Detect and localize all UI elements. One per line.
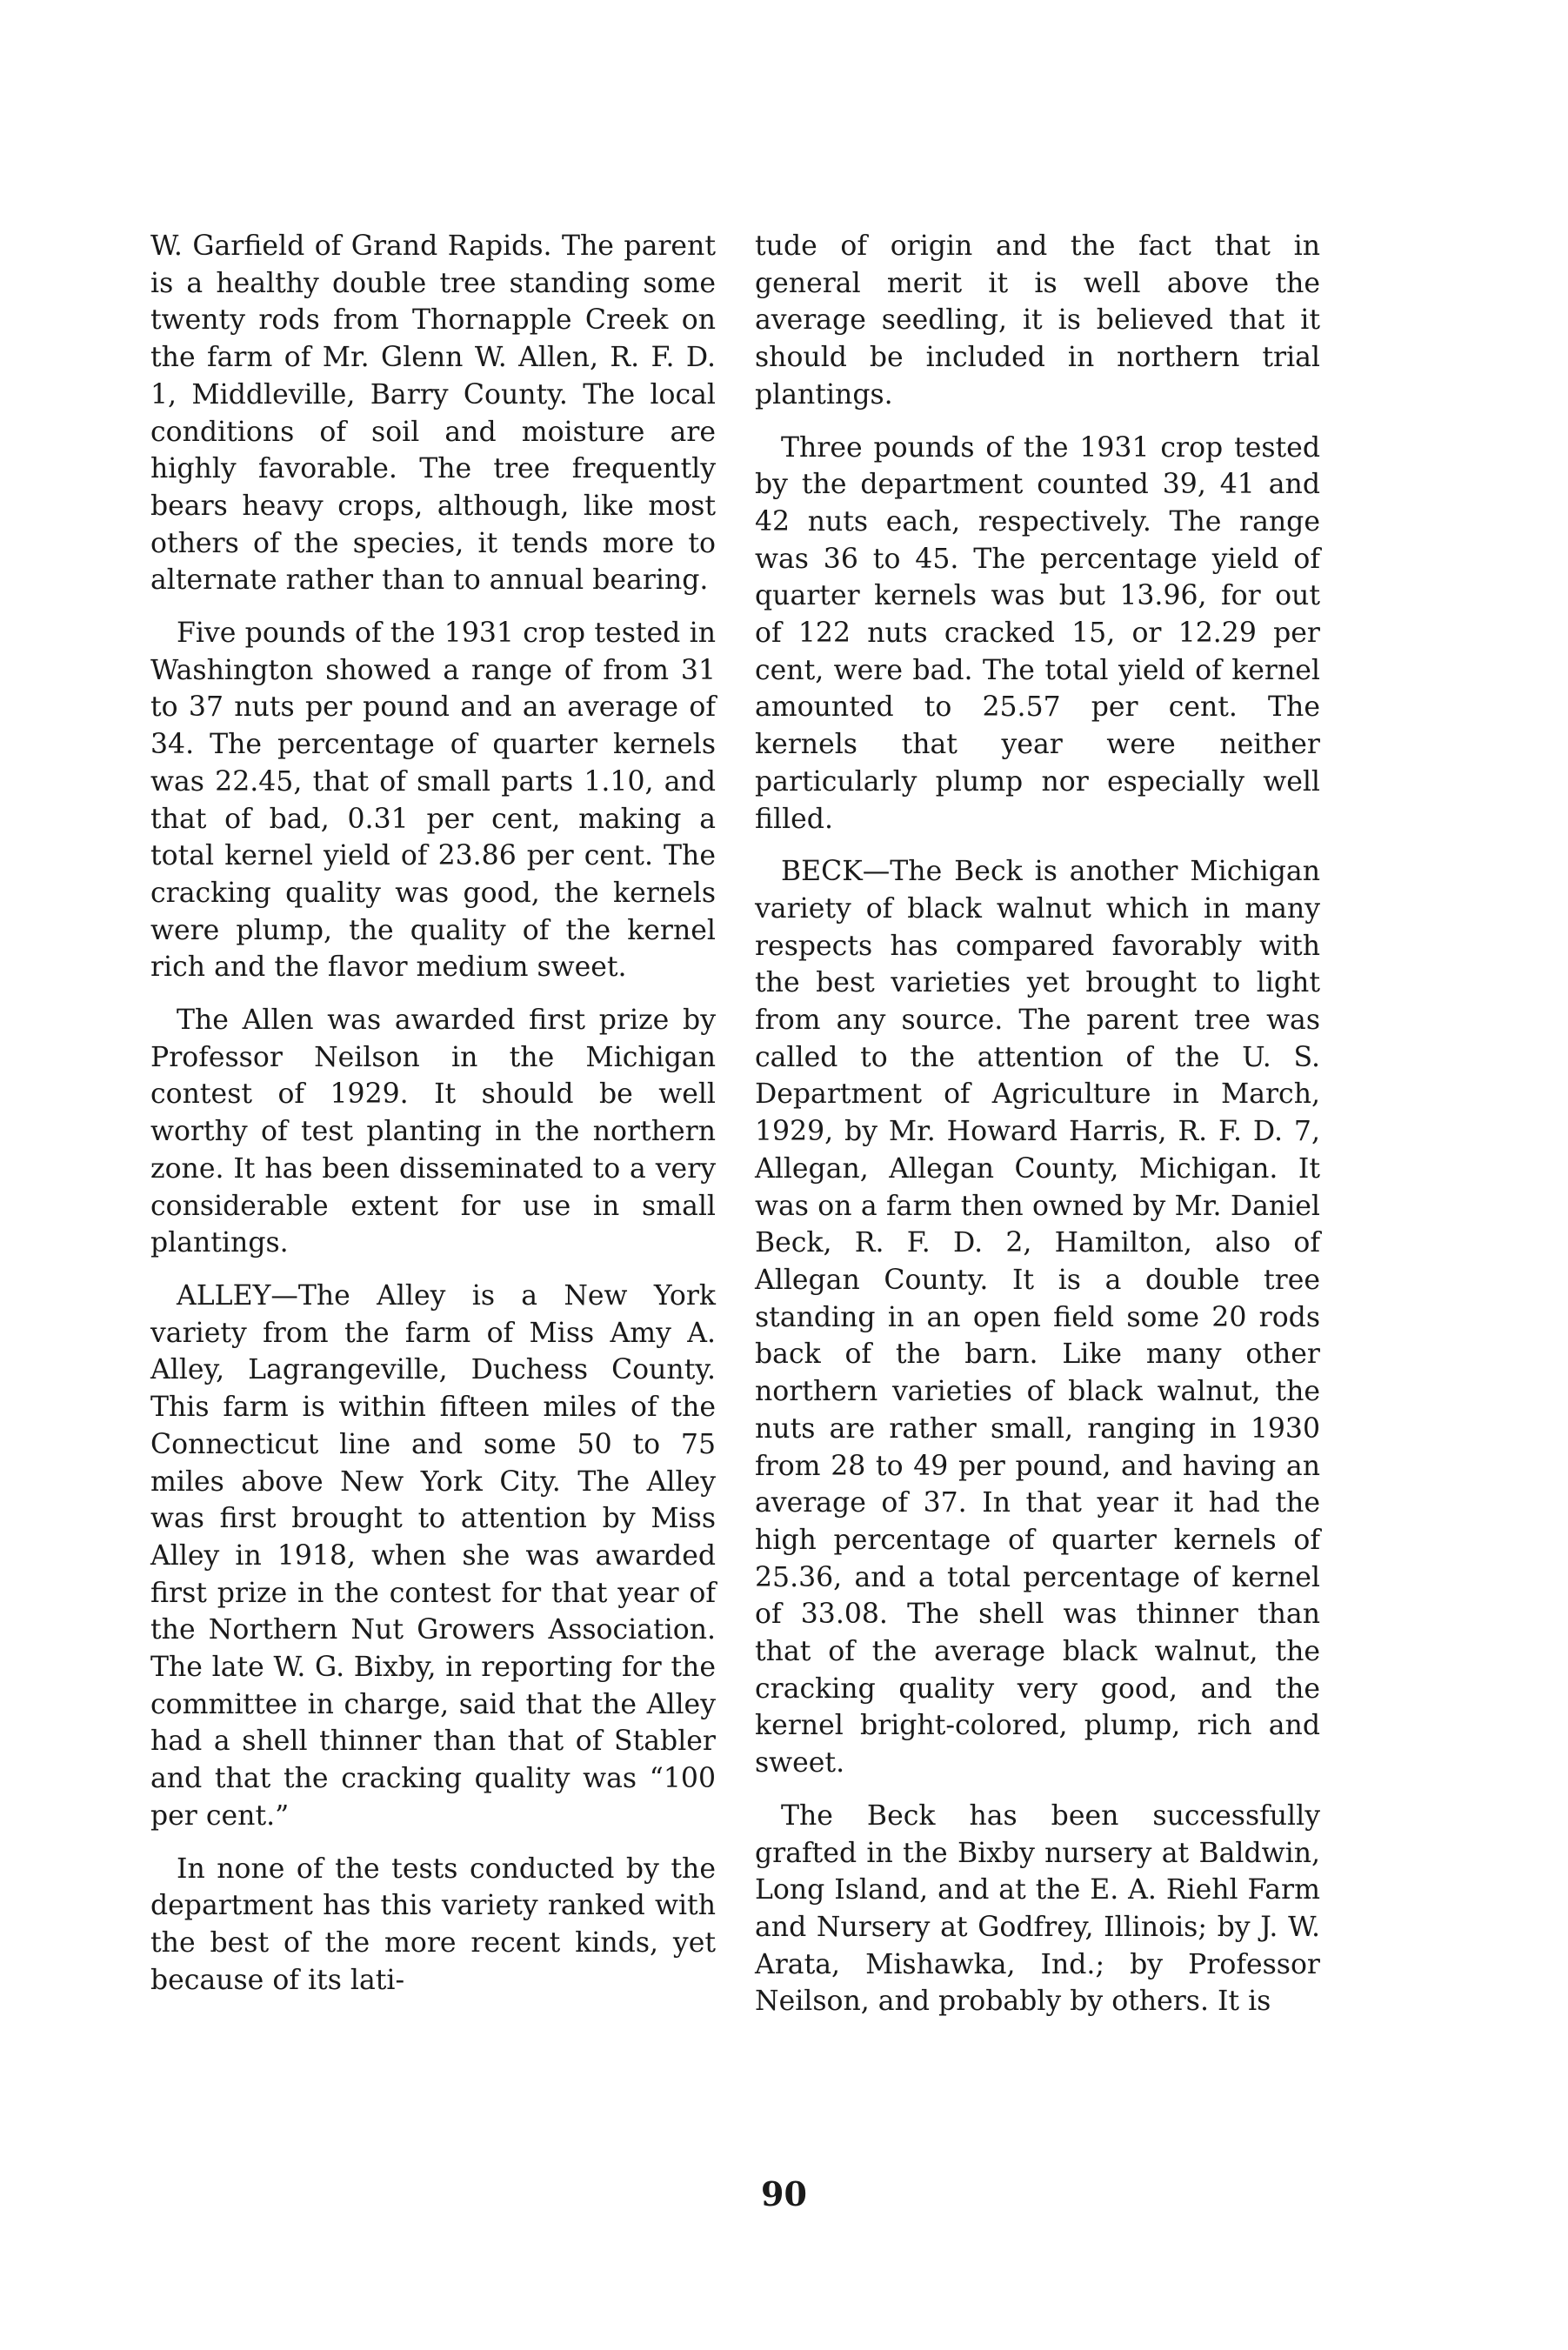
paragraph: The Beck has been successfully grafted in the Bixby nursery at Baldwin, Long Island, and at the E. A. Riehl Farm and Nursery at Godfrey, Illinois; by J. W. Arata, Mishawka, Ind.; by Professor Neilson, and probably by others. It is	[755, 1799, 1320, 2018]
left-column	[150, 228, 716, 2014]
paragraph: Five pounds of the 1931 crop tested in Washington showed a range of from 31 to 37 nuts per pound and an average of 34. The percentage of quarter kernels was 22.45, that of small parts 1.10, and that of bad, 0.31 per cent, making a total kernel yield of 23.86 per cent. The cracking quality was good, the kernels were plump, the quality of the kernel rich and the flavor medium sweet.	[150, 618, 716, 984]
page-number: 90	[761, 2174, 807, 2213]
paragraph: The Allen was awarded first prize by Professor Neilson in the Michigan contest of 1929. It should be well worthy of test planting in the northern zone. It has been disseminated to a very considerable extent for use in small plantings.	[150, 1005, 716, 1259]
paragraph: BECK—The Beck is another Michigan variety of black walnut which in many respects has compared favorably with the best varieties yet brought to light from any source. The parent tree was called to the attention of the U. S. Department of Agriculture in March, 1929, by Mr. Howard Harris, R. F. D. 7, Allegan, Allegan County, Michigan. It was on a farm then owned by Mr. Daniel Beck, R. F. D. 2, Hamilton, also of Allegan County. It is a double tree standing in an open field some 20 rods back of the barn. Like many other northern varieties of black walnut, the nuts are rather small, ranging in 1930 from 28 to 49 per pound, and having an average of 37. In that year it had the high percentage of quarter kernels of 25.36, and a total percentage of kernel of 33.08. The shell was thinner than that of the average black walnut, the cracking quality very good, and the kernel bright-colored, plump, rich and sweet.	[755, 856, 1320, 1779]
paragraph: tude of origin and the fact that in general merit it is well above the average seedling, it is believed that it should be included in northern trial plantings.	[755, 230, 1320, 411]
right-column	[755, 228, 1320, 2036]
paragraph: W. Garfield of Grand Rapids. The parent is a healthy double tree standing some twenty rods from Thornapple Creek on the farm of Mr. Glenn W. Allen, R. F. D. 1, Middleville, Barry County. The local conditions of soil and moisture are highly favorable. The tree frequently bears heavy crops, although, like most others of the species, it tends more to alternate rather than to annual bearing.	[150, 230, 716, 597]
paragraph: ALLEY—The Alley is a New York variety from the farm of Miss Amy A. Alley, Lagrangeville, Duchess County. This farm is within fifteen miles of the Connecticut line and some 50 to 75 miles above New York City. The Alley was first brought to attention by Miss Alley in 1918, when she was awarded first prize in the contest for that year of the Northern Nut Growers Association. The late W. G. Bixby, in reporting for the committee in charge, said that the Alley had a shell thinner than that of Stabler and that the cracking quality was “100 per cent.”	[150, 1279, 716, 1832]
paragraph: Three pounds of the 1931 crop tested by the department counted 39, 41 and 42 nuts each, respectively. The range was 36 to 45. The percentage yield of quarter kernels was but 13.96, for out of 122 nuts cracked 15, or 12.29 per cent, were bad. The total yield of kernel amounted to 25.57 per cent. The kernels that year were neither particularly plump nor especially well filled.	[755, 431, 1320, 835]
paragraph: In none of the tests conducted by the department has this variety ranked with the best of the more recent kinds, yet because of its lati-	[150, 1853, 716, 1996]
